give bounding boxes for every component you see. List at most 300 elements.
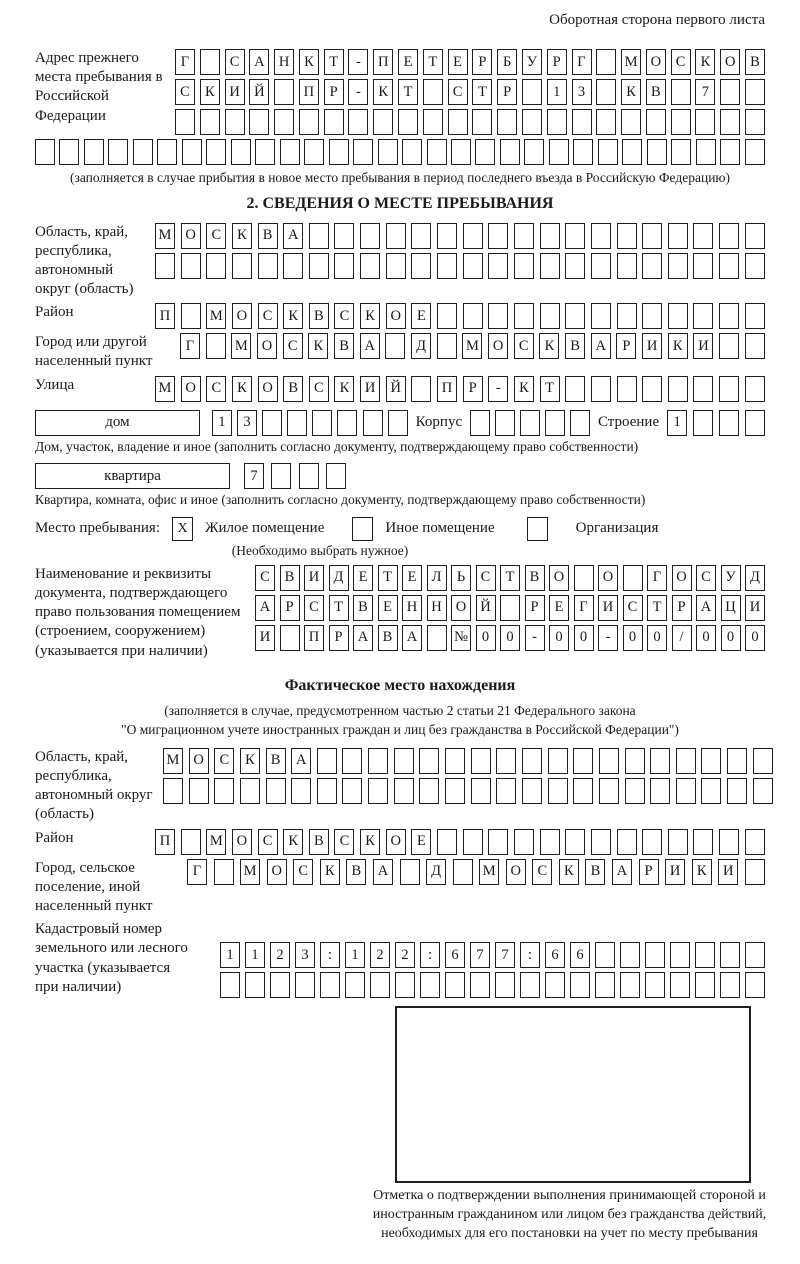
char-cell[interactable]: К <box>360 303 380 329</box>
char-cell[interactable] <box>719 303 739 329</box>
char-cell[interactable] <box>255 139 275 165</box>
char-cell[interactable] <box>620 942 640 968</box>
char-cell[interactable] <box>394 748 414 774</box>
char-cell[interactable] <box>591 303 611 329</box>
char-cell[interactable]: М <box>462 333 482 359</box>
char-cell[interactable]: С <box>671 49 691 75</box>
char-cell[interactable]: П <box>299 79 319 105</box>
char-cell[interactable] <box>565 303 585 329</box>
char-cell[interactable]: С <box>476 565 496 591</box>
char-cell[interactable] <box>701 778 721 804</box>
char-cell[interactable] <box>348 109 368 135</box>
char-cell[interactable]: Д <box>745 565 765 591</box>
char-cell[interactable] <box>642 253 662 279</box>
char-cell[interactable] <box>312 410 332 436</box>
char-cell[interactable] <box>540 253 560 279</box>
char-cell[interactable]: Р <box>672 595 692 621</box>
char-cell[interactable] <box>720 109 740 135</box>
char-cell[interactable] <box>514 829 534 855</box>
char-cell[interactable] <box>591 223 611 249</box>
char-cell[interactable]: М <box>621 49 641 75</box>
char-cell[interactable]: И <box>642 333 662 359</box>
char-cell[interactable] <box>599 748 619 774</box>
char-cell[interactable]: О <box>506 859 526 885</box>
char-cell[interactable]: Г <box>574 595 594 621</box>
char-cell[interactable] <box>522 79 542 105</box>
char-cell[interactable] <box>200 109 220 135</box>
char-cell[interactable] <box>645 942 665 968</box>
char-cell[interactable] <box>745 79 765 105</box>
char-cell[interactable] <box>437 829 457 855</box>
char-cell[interactable]: Р <box>525 595 545 621</box>
char-cell[interactable] <box>463 253 483 279</box>
char-cell[interactable] <box>719 410 739 436</box>
char-cell[interactable] <box>231 139 251 165</box>
char-cell[interactable]: И <box>225 79 245 105</box>
char-cell[interactable]: 2 <box>270 942 290 968</box>
char-cell[interactable] <box>445 748 465 774</box>
char-cell[interactable] <box>214 778 234 804</box>
char-cell[interactable] <box>463 223 483 249</box>
char-cell[interactable]: С <box>696 565 716 591</box>
char-cell[interactable] <box>437 303 457 329</box>
char-cell[interactable] <box>595 972 615 998</box>
char-cell[interactable]: К <box>539 333 559 359</box>
char-cell[interactable] <box>522 778 542 804</box>
char-cell[interactable]: Р <box>616 333 636 359</box>
char-cell[interactable] <box>309 253 329 279</box>
char-cell[interactable]: С <box>175 79 195 105</box>
char-cell[interactable]: 3 <box>237 410 257 436</box>
char-cell[interactable]: П <box>155 303 175 329</box>
char-cell[interactable]: 0 <box>696 625 716 651</box>
char-cell[interactable] <box>745 223 765 249</box>
char-cell[interactable] <box>463 829 483 855</box>
char-cell[interactable]: Д <box>329 565 349 591</box>
char-cell[interactable] <box>245 972 265 998</box>
char-cell[interactable]: О <box>549 565 569 591</box>
char-cell[interactable]: : <box>420 942 440 968</box>
char-cell[interactable]: 7 <box>470 942 490 968</box>
char-cell[interactable] <box>745 303 765 329</box>
char-cell[interactable]: А <box>696 595 716 621</box>
char-cell[interactable]: С <box>214 748 234 774</box>
char-cell[interactable] <box>453 859 473 885</box>
char-cell[interactable] <box>59 139 79 165</box>
char-cell[interactable]: - <box>488 376 508 402</box>
char-cell[interactable]: М <box>231 333 251 359</box>
char-cell[interactable]: И <box>665 859 685 885</box>
char-cell[interactable] <box>266 778 286 804</box>
char-cell[interactable] <box>488 253 508 279</box>
char-cell[interactable] <box>693 303 713 329</box>
char-cell[interactable]: А <box>283 223 303 249</box>
char-cell[interactable] <box>427 139 447 165</box>
char-cell[interactable]: В <box>353 595 373 621</box>
char-cell[interactable]: Е <box>378 595 398 621</box>
char-cell[interactable]: К <box>621 79 641 105</box>
char-cell[interactable] <box>324 109 344 135</box>
char-cell[interactable]: К <box>200 79 220 105</box>
char-cell[interactable] <box>573 748 593 774</box>
char-cell[interactable] <box>524 139 544 165</box>
char-cell[interactable] <box>388 410 408 436</box>
char-cell[interactable] <box>411 253 431 279</box>
char-cell[interactable] <box>368 748 388 774</box>
char-cell[interactable]: И <box>304 565 324 591</box>
apartment-type-box[interactable]: квартира <box>35 463 230 489</box>
char-cell[interactable]: В <box>309 303 329 329</box>
char-cell[interactable] <box>745 410 765 436</box>
char-cell[interactable] <box>342 778 362 804</box>
char-cell[interactable] <box>545 410 565 436</box>
char-cell[interactable] <box>189 778 209 804</box>
char-cell[interactable]: Т <box>647 595 667 621</box>
char-cell[interactable] <box>423 79 443 105</box>
char-cell[interactable] <box>353 139 373 165</box>
char-cell[interactable] <box>470 972 490 998</box>
char-cell[interactable] <box>596 109 616 135</box>
char-cell[interactable] <box>621 109 641 135</box>
char-cell[interactable] <box>368 778 388 804</box>
char-cell[interactable] <box>670 972 690 998</box>
char-cell[interactable] <box>326 463 346 489</box>
char-cell[interactable]: У <box>522 49 542 75</box>
char-cell[interactable] <box>598 139 618 165</box>
char-cell[interactable]: : <box>520 942 540 968</box>
char-cell[interactable] <box>445 972 465 998</box>
char-cell[interactable]: К <box>232 376 252 402</box>
char-cell[interactable]: К <box>514 376 534 402</box>
char-cell[interactable] <box>334 253 354 279</box>
char-cell[interactable]: Т <box>472 79 492 105</box>
char-cell[interactable] <box>573 139 593 165</box>
char-cell[interactable] <box>720 972 740 998</box>
char-cell[interactable] <box>345 972 365 998</box>
char-cell[interactable]: Е <box>411 303 431 329</box>
char-cell[interactable]: 3 <box>295 942 315 968</box>
char-cell[interactable]: О <box>386 303 406 329</box>
char-cell[interactable]: Г <box>187 859 207 885</box>
char-cell[interactable] <box>317 778 337 804</box>
char-cell[interactable] <box>591 829 611 855</box>
char-cell[interactable] <box>596 79 616 105</box>
char-cell[interactable] <box>437 333 457 359</box>
char-cell[interactable] <box>617 223 637 249</box>
char-cell[interactable]: Е <box>448 49 468 75</box>
char-cell[interactable] <box>540 223 560 249</box>
char-cell[interactable] <box>745 376 765 402</box>
char-cell[interactable]: Й <box>249 79 269 105</box>
char-cell[interactable]: 6 <box>570 942 590 968</box>
char-cell[interactable]: 1 <box>547 79 567 105</box>
char-cell[interactable] <box>745 942 765 968</box>
char-cell[interactable] <box>642 303 662 329</box>
char-cell[interactable]: К <box>334 376 354 402</box>
char-cell[interactable]: М <box>155 223 175 249</box>
char-cell[interactable] <box>163 778 183 804</box>
char-cell[interactable] <box>719 253 739 279</box>
char-cell[interactable]: С <box>206 223 226 249</box>
char-cell[interactable] <box>549 139 569 165</box>
char-cell[interactable]: - <box>348 79 368 105</box>
char-cell[interactable] <box>720 942 740 968</box>
char-cell[interactable] <box>745 829 765 855</box>
char-cell[interactable] <box>35 139 55 165</box>
char-cell[interactable]: № <box>451 625 471 651</box>
char-cell[interactable]: А <box>360 333 380 359</box>
char-cell[interactable]: 6 <box>545 942 565 968</box>
char-cell[interactable]: 2 <box>370 942 390 968</box>
char-cell[interactable]: В <box>525 565 545 591</box>
char-cell[interactable] <box>360 253 380 279</box>
char-cell[interactable]: 0 <box>647 625 667 651</box>
char-cell[interactable] <box>745 859 765 885</box>
char-cell[interactable]: 1 <box>245 942 265 968</box>
char-cell[interactable] <box>522 109 542 135</box>
char-cell[interactable] <box>232 253 252 279</box>
char-cell[interactable]: К <box>373 79 393 105</box>
char-cell[interactable] <box>591 253 611 279</box>
char-cell[interactable] <box>595 942 615 968</box>
char-cell[interactable]: Д <box>426 859 446 885</box>
char-cell[interactable] <box>745 333 765 359</box>
char-cell[interactable]: Р <box>497 79 517 105</box>
char-cell[interactable]: С <box>225 49 245 75</box>
char-cell[interactable] <box>642 829 662 855</box>
char-cell[interactable] <box>514 253 534 279</box>
char-cell[interactable] <box>304 139 324 165</box>
char-cell[interactable]: О <box>181 223 201 249</box>
char-cell[interactable]: Е <box>411 829 431 855</box>
char-cell[interactable] <box>488 303 508 329</box>
char-cell[interactable] <box>520 972 540 998</box>
char-cell[interactable] <box>206 139 226 165</box>
char-cell[interactable] <box>695 942 715 968</box>
char-cell[interactable] <box>342 748 362 774</box>
char-cell[interactable]: О <box>386 829 406 855</box>
char-cell[interactable]: 6 <box>445 942 465 968</box>
char-cell[interactable] <box>695 972 715 998</box>
char-cell[interactable] <box>668 303 688 329</box>
char-cell[interactable] <box>693 253 713 279</box>
char-cell[interactable]: 1 <box>667 410 687 436</box>
char-cell[interactable] <box>596 49 616 75</box>
char-cell[interactable] <box>394 778 414 804</box>
char-cell[interactable] <box>623 565 643 591</box>
char-cell[interactable] <box>175 109 195 135</box>
char-cell[interactable]: В <box>378 625 398 651</box>
char-cell[interactable] <box>573 778 593 804</box>
char-cell[interactable]: П <box>437 376 457 402</box>
char-cell[interactable] <box>200 49 220 75</box>
char-cell[interactable]: А <box>612 859 632 885</box>
char-cell[interactable] <box>495 972 515 998</box>
char-cell[interactable] <box>181 303 201 329</box>
char-cell[interactable] <box>745 972 765 998</box>
char-cell[interactable] <box>548 748 568 774</box>
char-cell[interactable]: Р <box>463 376 483 402</box>
char-cell[interactable] <box>280 139 300 165</box>
char-cell[interactable]: С <box>258 829 278 855</box>
char-cell[interactable] <box>676 748 696 774</box>
char-cell[interactable]: В <box>745 49 765 75</box>
char-cell[interactable]: И <box>745 595 765 621</box>
char-cell[interactable]: Р <box>329 625 349 651</box>
char-cell[interactable] <box>671 109 691 135</box>
char-cell[interactable]: Р <box>547 49 567 75</box>
char-cell[interactable] <box>745 139 765 165</box>
char-cell[interactable]: М <box>163 748 183 774</box>
char-cell[interactable] <box>240 778 260 804</box>
char-cell[interactable]: С <box>514 333 534 359</box>
char-cell[interactable]: К <box>692 859 712 885</box>
char-cell[interactable] <box>373 109 393 135</box>
char-cell[interactable] <box>271 463 291 489</box>
char-cell[interactable]: 7 <box>244 463 264 489</box>
char-cell[interactable] <box>299 109 319 135</box>
char-cell[interactable] <box>540 829 560 855</box>
char-cell[interactable] <box>411 223 431 249</box>
char-cell[interactable]: 0 <box>623 625 643 651</box>
char-cell[interactable]: Н <box>427 595 447 621</box>
char-cell[interactable] <box>514 303 534 329</box>
char-cell[interactable]: К <box>240 748 260 774</box>
char-cell[interactable] <box>693 376 713 402</box>
char-cell[interactable] <box>295 972 315 998</box>
char-cell[interactable] <box>545 972 565 998</box>
char-cell[interactable]: Е <box>398 49 418 75</box>
char-cell[interactable] <box>701 748 721 774</box>
char-cell[interactable]: 1 <box>220 942 240 968</box>
char-cell[interactable] <box>419 748 439 774</box>
char-cell[interactable] <box>423 109 443 135</box>
char-cell[interactable]: И <box>718 859 738 885</box>
char-cell[interactable]: О <box>257 333 277 359</box>
char-cell[interactable] <box>370 972 390 998</box>
char-cell[interactable] <box>668 376 688 402</box>
char-cell[interactable] <box>646 109 666 135</box>
char-cell[interactable] <box>565 223 585 249</box>
char-cell[interactable] <box>495 410 515 436</box>
char-cell[interactable] <box>617 829 637 855</box>
char-cell[interactable] <box>385 333 405 359</box>
char-cell[interactable]: А <box>249 49 269 75</box>
char-cell[interactable]: С <box>255 565 275 591</box>
char-cell[interactable]: / <box>672 625 692 651</box>
char-cell[interactable]: И <box>693 333 713 359</box>
char-cell[interactable]: Т <box>378 565 398 591</box>
char-cell[interactable]: Д <box>411 333 431 359</box>
char-cell[interactable]: В <box>266 748 286 774</box>
char-cell[interactable] <box>419 778 439 804</box>
char-cell[interactable] <box>500 139 520 165</box>
char-cell[interactable]: 7 <box>495 942 515 968</box>
char-cell[interactable] <box>753 748 773 774</box>
char-cell[interactable] <box>337 410 357 436</box>
char-cell[interactable] <box>620 972 640 998</box>
char-cell[interactable]: В <box>585 859 605 885</box>
char-cell[interactable] <box>225 109 245 135</box>
char-cell[interactable]: Г <box>175 49 195 75</box>
char-cell[interactable] <box>599 778 619 804</box>
char-cell[interactable] <box>299 463 319 489</box>
char-cell[interactable]: П <box>155 829 175 855</box>
char-cell[interactable] <box>363 410 383 436</box>
char-cell[interactable]: П <box>304 625 324 651</box>
char-cell[interactable]: Г <box>647 565 667 591</box>
char-cell[interactable] <box>470 410 490 436</box>
char-cell[interactable] <box>437 223 457 249</box>
char-cell[interactable] <box>445 778 465 804</box>
char-cell[interactable]: 1 <box>212 410 232 436</box>
char-cell[interactable] <box>258 253 278 279</box>
char-cell[interactable]: М <box>155 376 175 402</box>
char-cell[interactable]: Н <box>274 49 294 75</box>
char-cell[interactable] <box>753 778 773 804</box>
char-cell[interactable]: П <box>373 49 393 75</box>
char-cell[interactable] <box>719 829 739 855</box>
char-cell[interactable]: А <box>591 333 611 359</box>
char-cell[interactable] <box>320 972 340 998</box>
char-cell[interactable] <box>642 223 662 249</box>
char-cell[interactable]: В <box>280 565 300 591</box>
char-cell[interactable]: А <box>373 859 393 885</box>
char-cell[interactable] <box>745 109 765 135</box>
char-cell[interactable] <box>720 139 740 165</box>
checkbox-organization[interactable] <box>527 517 548 541</box>
char-cell[interactable] <box>108 139 128 165</box>
char-cell[interactable]: Е <box>353 565 373 591</box>
char-cell[interactable] <box>719 223 739 249</box>
char-cell[interactable]: С <box>293 859 313 885</box>
char-cell[interactable]: С <box>309 376 329 402</box>
char-cell[interactable] <box>745 253 765 279</box>
char-cell[interactable] <box>696 139 716 165</box>
char-cell[interactable]: О <box>181 376 201 402</box>
char-cell[interactable] <box>625 748 645 774</box>
char-cell[interactable]: К <box>360 829 380 855</box>
char-cell[interactable] <box>402 139 422 165</box>
char-cell[interactable]: К <box>283 303 303 329</box>
char-cell[interactable] <box>472 109 492 135</box>
char-cell[interactable]: К <box>668 333 688 359</box>
char-cell[interactable]: Н <box>402 595 422 621</box>
char-cell[interactable]: К <box>695 49 715 75</box>
char-cell[interactable] <box>488 223 508 249</box>
char-cell[interactable]: К <box>559 859 579 885</box>
char-cell[interactable]: О <box>232 303 252 329</box>
char-cell[interactable]: - <box>348 49 368 75</box>
char-cell[interactable]: В <box>346 859 366 885</box>
char-cell[interactable] <box>572 109 592 135</box>
char-cell[interactable]: В <box>283 376 303 402</box>
char-cell[interactable]: 0 <box>476 625 496 651</box>
char-cell[interactable]: С <box>334 829 354 855</box>
char-cell[interactable]: В <box>309 829 329 855</box>
char-cell[interactable] <box>274 79 294 105</box>
char-cell[interactable]: Т <box>398 79 418 105</box>
char-cell[interactable]: О <box>232 829 252 855</box>
char-cell[interactable]: Р <box>324 79 344 105</box>
char-cell[interactable] <box>181 829 201 855</box>
char-cell[interactable]: С <box>448 79 468 105</box>
char-cell[interactable]: В <box>258 223 278 249</box>
char-cell[interactable]: И <box>598 595 618 621</box>
char-cell[interactable] <box>622 139 642 165</box>
char-cell[interactable] <box>360 223 380 249</box>
char-cell[interactable]: Г <box>572 49 592 75</box>
